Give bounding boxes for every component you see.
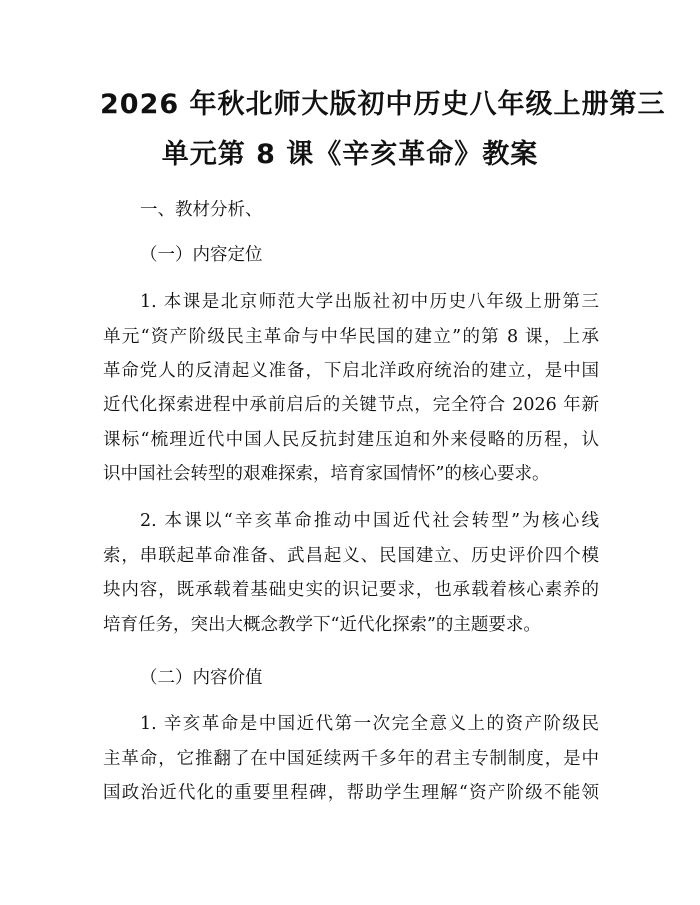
paragraph-line-last: 培育任务，突出大概念教学下“近代化探索”的主题要求。 <box>103 615 541 635</box>
subsection-heading-content-value: （二）内容价值 <box>140 668 263 688</box>
paragraph-line: 1. 本课是北京师范大学出版社初中历史八年级上册第三 <box>140 292 599 312</box>
paragraph-line-last: 识中国社会转型的艰难探索，培育家国情怀”的核心要求。 <box>103 464 550 484</box>
paragraph-line: 国政治近代化的重要里程碑，帮助学生理解“资产阶级不能领 <box>103 783 599 803</box>
document-title-line-2: 单元第 8 课《辛亥革命》教案 <box>161 139 539 170</box>
paragraph-line: 近代化探索进程中承前启后的关键节点，完全符合 2026 年新 <box>103 395 599 415</box>
paragraph-line: 1. 辛亥革命是中国近代第一次完全意义上的资产阶级民 <box>140 714 599 734</box>
paragraph-line: 单元“资产阶级民主革命与中华民国的建立”的第 8 课，上承 <box>103 327 599 347</box>
paragraph-line: 块内容，既承载着基础史实的识记要求，也承载着核心素养的 <box>103 580 599 600</box>
section-heading-textbook-analysis: 一、教材分析、 <box>140 200 263 220</box>
paragraph-line: 主革命，它推翻了在中国延续两千多年的君主专制制度，是中 <box>103 749 599 769</box>
paragraph-line: 课标“梳理近代中国人民反抗封建压迫和外来侵略的历程，认 <box>103 430 599 450</box>
document-title-line-1: 2026 年秋北师大版初中历史八年级上册第三 <box>100 89 666 120</box>
paragraph-line: 索，串联起革命准备、武昌起义、民国建立、历史评价四个模 <box>103 546 599 566</box>
paragraph-line: 革命党人的反清起义准备，下启北洋政府统治的建立，是中国 <box>103 361 599 381</box>
subsection-heading-content-positioning: （一）内容定位 <box>140 245 263 265</box>
paragraph-line: 2. 本课以“辛亥革命推动中国近代社会转型”为核心线 <box>140 511 599 531</box>
